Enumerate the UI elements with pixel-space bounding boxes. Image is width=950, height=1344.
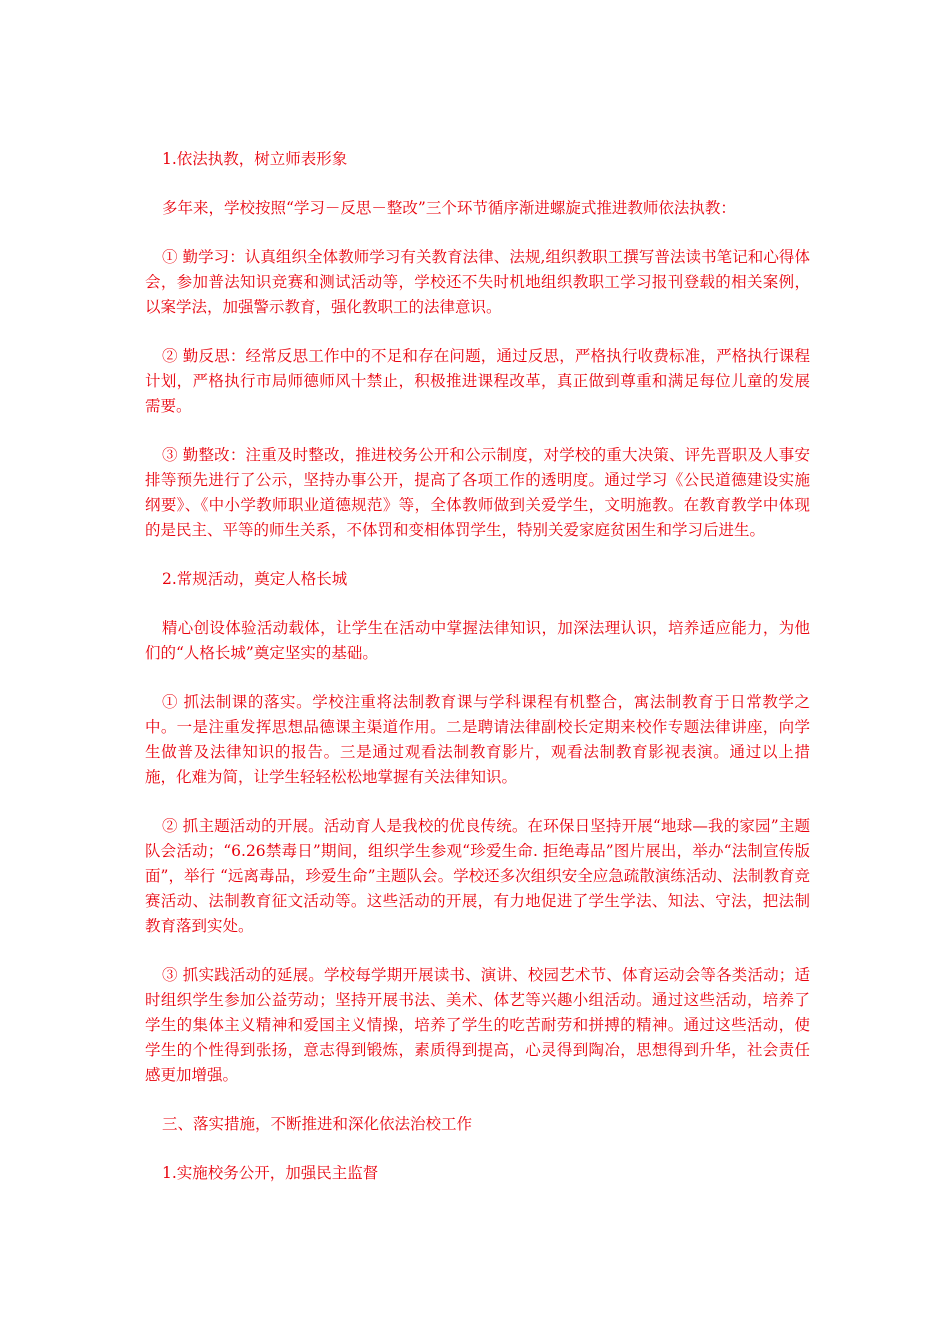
paragraph-diligent-study: ① 勤学习：认真组织全体教师学习有关教育法律、法规,组织教职工撰写普法读书笔记和心得体会，参加普法知识竞赛和测试活动等，学校还不失时机地组织教职工学习报刊登载的相关案例，以案学法，加强警示教育，强化教职工的法律意识。 (145, 248, 810, 316)
paragraph-activity-carrier: 精心创设体验活动载体，让学生在活动中掌握法律知识，加深法理认识，培养适应能力，为他们的“人格长城”奠定坚实的基础。 (145, 619, 810, 662)
document-body (145, 147, 810, 1210)
paragraph-legal-class: ① 抓法制课的落实。学校注重将法制教育课与学科课程有机整合，寓法制教育于日常教学之中。一是注重发挥思想品德课主渠道作用。二是聘请法律副校长定期来校作专题法律讲座，向学生做普及法律知识的报告。三是通过观看法制教育影片，观看法制教育影视表演。通过以上措施，化难为简，让学生轻轻松松地掌握有关法律知识。 (145, 693, 810, 786)
section-heading-lawful-teaching: 1.依法执教，树立师表形象 (162, 150, 348, 168)
paragraph-theme-activities: ② 抓主题活动的开展。活动育人是我校的优良传统。在环保日坚持开展“地球—我的家园”主题队会活动；“6.26禁毒日”期间，组织学生参观“珍爱生命. 拒绝毒品”图片展出，举办“法制宣传版面”，举行 “远离毒品，珍爱生命”主题队会。学校还多次组织安全应急疏散演练活动、法制教育竞赛活动、法制教育征文活动等。这些活动的开展，有力地促进了学生学法、知法、守法，把法制教育落到实处。 (145, 817, 810, 935)
paragraph-diligent-rectification: ③ 勤整改：注重及时整改，推进校务公开和公示制度，对学校的重大决策、评先晋职及人事安排等预先进行了公示，坚持办事公开，提高了各项工作的透明度。通过学习《公民道德建设实施纲要》、《中小学教师职业道德规范》等，全体教师做到关爱学生，文明施教。在教育教学中体现的是民主、平等的师生关系，不体罚和变相体罚学生，特别关爱家庭贫困生和学习后进生。 (145, 446, 810, 539)
section-heading-school-affairs-openness: 1.实施校务公开，加强民主监督 (162, 1164, 379, 1182)
paragraph-practice-activities: ③ 抓实践活动的延展。学校每学期开展读书、演讲、校园艺术节、体育运动会等各类活动；适时组织学生参加公益劳动；坚持开展书法、美术、体艺等兴趣小组活动。通过这些活动，培养了学生的集体主义精神和爱国主义情操，培养了学生的吃苦耐劳和拼搏的精神。通过这些活动，使学生的个性得到张扬，意志得到锻炼，素质得到提高，心灵得到陶冶，思想得到升华，社会责任感更加增强。 (145, 966, 810, 1084)
paragraph-intro-learn-reflect-rectify: 多年来，学校按照“学习－反思－整改”三个环节循序渐进螺旋式推进教师依法执教： (162, 199, 736, 217)
section-heading-routine-activities: 2.常规活动，奠定人格长城 (162, 570, 348, 588)
section-heading-implement-measures: 三、落实措施，不断推进和深化依法治校工作 (162, 1115, 473, 1133)
paragraph-diligent-reflection: ② 勤反思：经常反思工作中的不足和存在问题，通过反思，严格执行收费标准，严格执行课程计划，严格执行市局师德师风十禁止，积极推进课程改革，真正做到尊重和满足每位儿童的发展需要。 (145, 347, 810, 415)
